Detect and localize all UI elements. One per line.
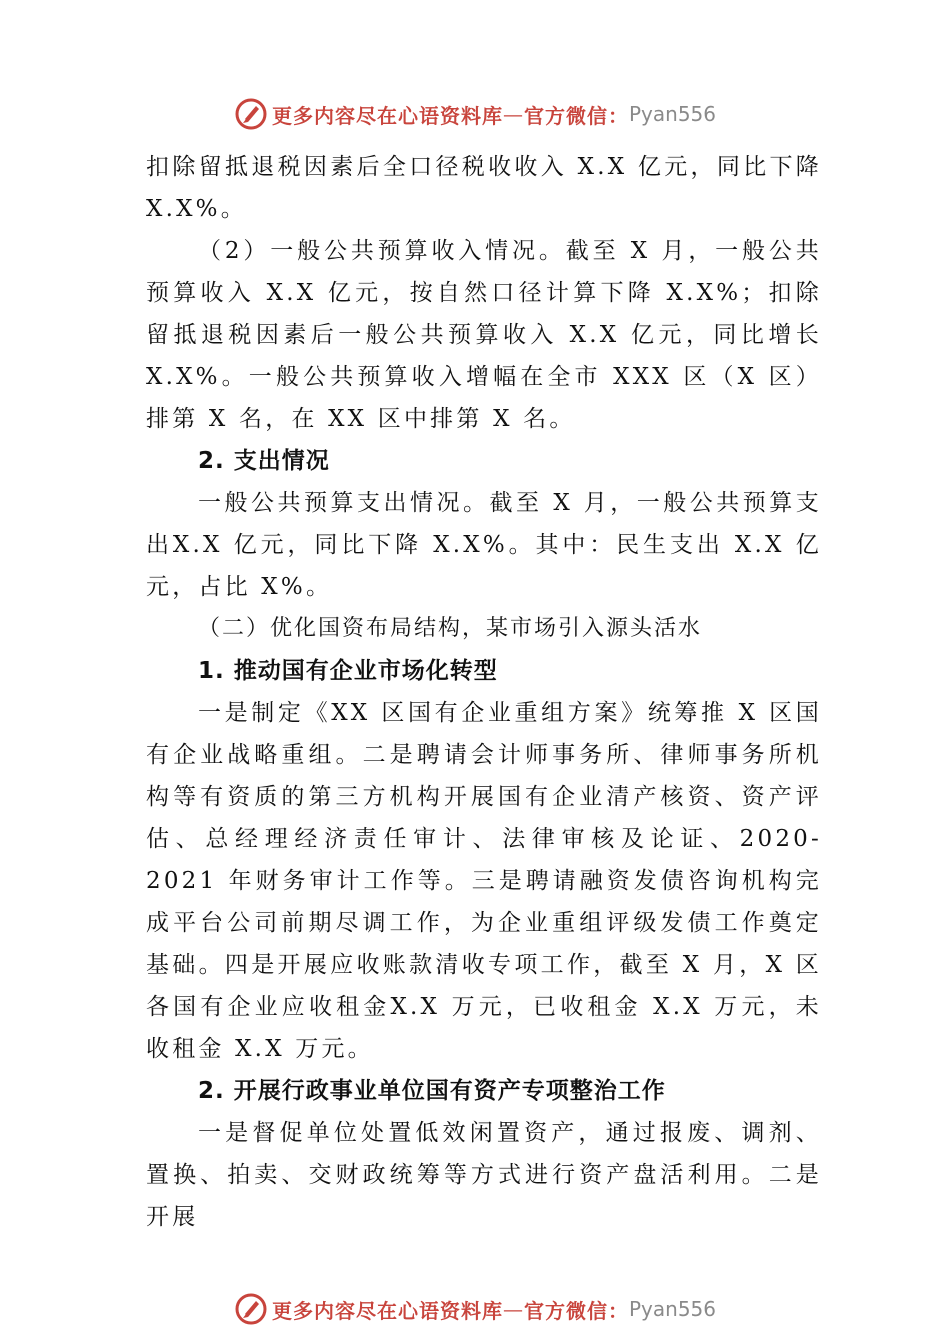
- heading-soe-transformation: 1. 推动国有企业市场化转型: [198, 658, 498, 684]
- watermark-contact-text: 官方微信：: [523, 1298, 629, 1323]
- paragraph-public-budget-revenue: （2）一般公共预算收入情况。截至 X 月，一般公共预算收入 X.X 亿元，按自然口径计算下降 X.X%；扣除留抵退税因素后一般公共预算收入 X.X 亿元，同比增长 X.X%。一般公共预算收入增幅在全市 XXX 区（X 区）排第 X 名，在 XX 区中排第 X 名。: [146, 238, 822, 432]
- watermark-dash: —: [502, 102, 524, 126]
- watermark-wechat-id: Pyan556: [628, 1297, 716, 1321]
- document-body: [146, 146, 822, 1238]
- brand-logo-icon: [234, 97, 268, 131]
- paragraph-public-budget-expenditure: 一般公共预算支出情况。截至 X 月，一般公共预算支出X.X 亿元，同比下降 X.X%。其中：民生支出 X.X 亿元，占比 X%。: [146, 490, 822, 600]
- heading-expenditure: 2. 支出情况: [198, 448, 330, 474]
- paragraph-tax-revenue: 扣除留抵退税因素后全口径税收收入 X.X 亿元，同比下降X.X%。: [146, 154, 822, 222]
- watermark-wechat-id: Pyan556: [628, 102, 716, 126]
- heading-admin-assets: 2. 开展行政事业单位国有资产专项整治工作: [198, 1078, 666, 1104]
- footer-watermark: [0, 1289, 950, 1329]
- watermark-dash: —: [502, 1297, 524, 1321]
- watermark-contact-text: 官方微信：: [523, 103, 629, 128]
- watermark-brand-text: 更多内容尽在心语资料库: [271, 1298, 503, 1323]
- paragraph-admin-assets: 一是督促单位处置低效闲置资产，通过报废、调剂、置换、拍卖、交财政统筹等方式进行资产盘活利用。二是开展: [146, 1120, 822, 1230]
- paragraph-soe-transformation: 一是制定《XX 区国有企业重组方案》统筹推 X 区国有企业战略重组。二是聘请会计师事务所、律师事务所机构等有资质的第三方机构开展国有企业清产核资、资产评估、总经理经济责任审计、法律审核及论证、2020-2021 年财务审计工作等。三是聘请融资发债咨询机构完成平台公司前期尽调工作，为企业重组评级发债工作奠定基础。四是开展应收账款清收专项工作，截至 X 月，X 区各国有企业应收租金X.X 万元，已收租金 X.X 万元，未收租金 X.X 万元。: [146, 700, 822, 1062]
- brand-logo-icon: [234, 1292, 268, 1326]
- header-watermark: [0, 94, 950, 134]
- heading-section-2: （二）优化国资布局结构，某市场引入源头活水: [198, 616, 703, 641]
- watermark-brand-text: 更多内容尽在心语资料库: [271, 103, 503, 128]
